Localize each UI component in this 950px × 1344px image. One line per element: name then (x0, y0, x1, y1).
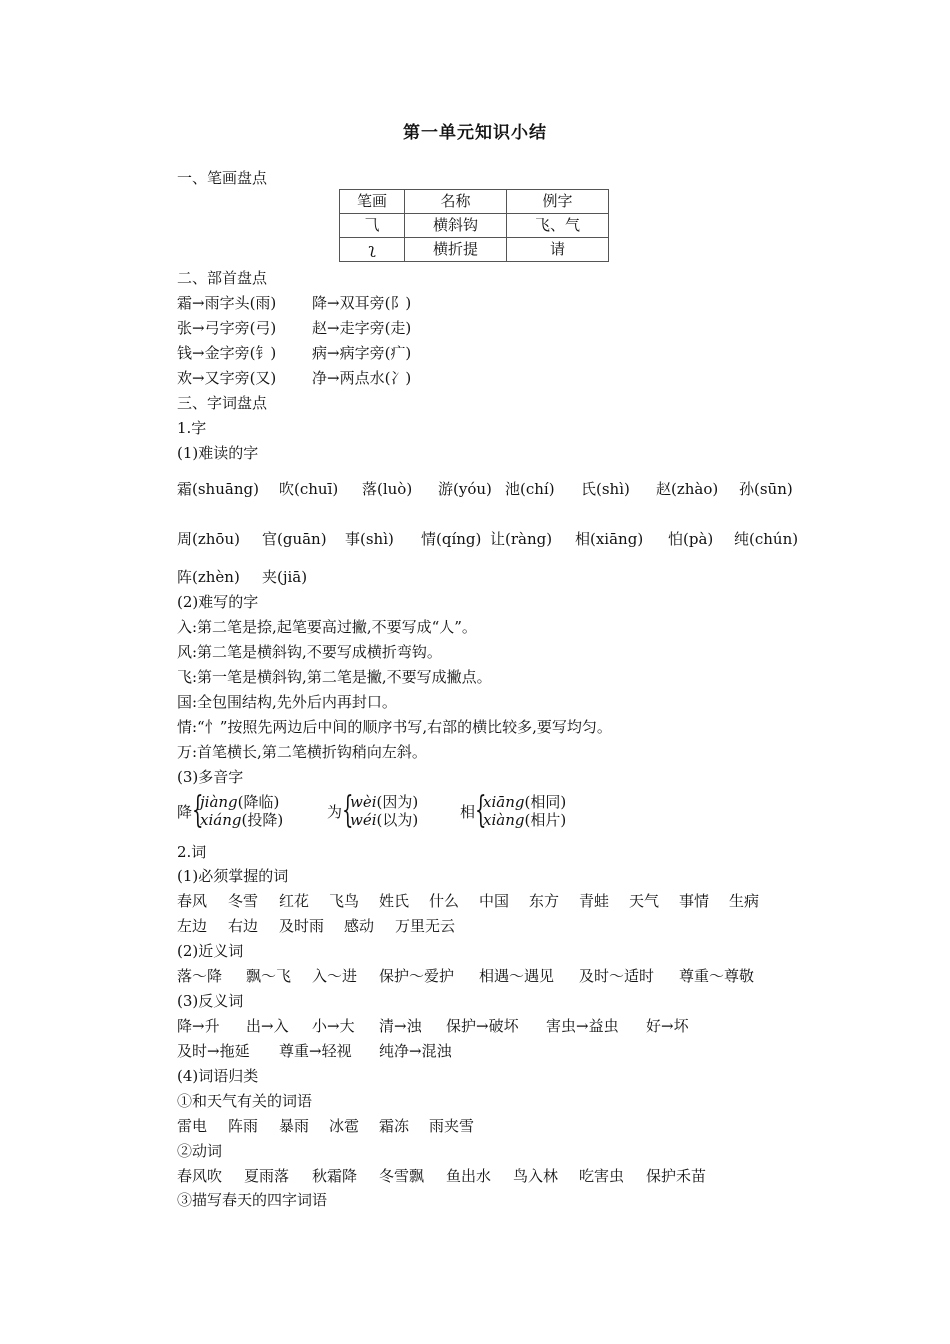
stroke-name: 横斜钩 (405, 214, 507, 238)
antonym-item: 好→坏 (646, 1017, 689, 1035)
synonym-item: 保护～爱护 (379, 967, 455, 985)
word-item: 冬雪 (228, 892, 259, 910)
antonym-item: 出→入 (246, 1017, 289, 1035)
word-item: 雷电 (177, 1117, 208, 1135)
stroke-example: 飞、气 (507, 214, 609, 238)
polyphone-char: 降 (177, 803, 193, 821)
example-word: (相同) (524, 793, 567, 811)
word-item: 春风 (177, 892, 208, 910)
pinyin-item: 池(chí) (505, 480, 555, 498)
stroke-glyph: ʅ (340, 238, 405, 262)
table-header-cell: 例字 (507, 190, 609, 214)
pinyin-item: 孙(sūn) (739, 480, 793, 498)
word-item: 保护禾苗 (646, 1167, 707, 1185)
hard-write-item: 国:全包围结构,先外后内再封口。 (177, 693, 397, 711)
word-item: 东方 (529, 892, 560, 910)
antonym-item: 害虫→益虫 (546, 1017, 619, 1035)
table-header-cell: 名称 (405, 190, 507, 214)
section-strokes-heading: 一、笔画盘点 (177, 169, 268, 187)
brace-icon: { (192, 790, 204, 831)
pinyin: xiàng (483, 811, 525, 829)
word-item: 事情 (679, 892, 710, 910)
polyphone-heading: (3)多音字 (177, 768, 244, 786)
radical-item: 降→双耳旁(阝) (312, 294, 412, 312)
word-item: 左边 (177, 917, 208, 935)
pinyin-item: 怕(pà) (668, 530, 714, 548)
radical-item: 净→两点水(冫) (312, 369, 412, 387)
must-know-heading: (1)必须掌握的词 (177, 867, 289, 885)
hard-write-item: 风:第二笔是横斜钩,不要写成横折弯钩。 (177, 643, 442, 661)
polyphone-reading (483, 811, 566, 829)
word-item: 阵雨 (228, 1117, 259, 1135)
word-item: 鱼出水 (446, 1167, 492, 1185)
page-title: 第一单元知识小结 (403, 123, 547, 143)
word-item: 夏雨落 (244, 1167, 290, 1185)
pinyin-item: 夹(jiā) (262, 568, 308, 586)
word-item: 什么 (429, 892, 460, 910)
antonym-item: 及时→拖延 (177, 1042, 250, 1060)
word-item: 冬雪飘 (379, 1167, 425, 1185)
radical-item: 张→弓字旁(弓) (177, 319, 277, 337)
pinyin-item: 纯(chún) (734, 530, 799, 548)
word-item: 秋霜降 (312, 1167, 358, 1185)
pinyin-item: 吹(chuī) (279, 480, 339, 498)
pinyin-item: 让(ràng) (490, 530, 553, 548)
pinyin-item: 落(luò) (362, 480, 413, 498)
pinyin-item: 周(zhōu) (177, 530, 240, 548)
synonym-item: 尊重～尊敬 (679, 967, 755, 985)
word-item: 感动 (344, 917, 375, 935)
weather-words-heading: ①和天气有关的词语 (177, 1092, 313, 1110)
polyphone-reading (350, 793, 418, 811)
hard-write-item: 万:首笔横长,第二笔横折钩稍向左斜。 (177, 743, 427, 761)
word-item: 天气 (629, 892, 660, 910)
pinyin-item: 情(qíng) (421, 530, 482, 548)
word-item: 春风吹 (177, 1167, 223, 1185)
example-word: (相片) (524, 811, 567, 829)
hard-write-item: 情:“忄”按照先两边后中间的顺序书写,右部的横比较多,要写均匀。 (177, 718, 612, 736)
pinyin-item: 氏(shì) (581, 480, 630, 498)
radical-item: 赵→走字旁(走) (312, 319, 412, 337)
radical-item: 钱→金字旁(钅) (177, 344, 277, 362)
stroke-glyph: ⺄ (340, 214, 405, 238)
pinyin: wèi (350, 793, 377, 811)
pinyin-item: 相(xiāng) (575, 530, 644, 548)
word-item: 暴雨 (279, 1117, 310, 1135)
synonym-item: 落～降 (177, 967, 223, 985)
verb-heading: ②动词 (177, 1142, 223, 1160)
hard-read-heading: (1)难读的字 (177, 444, 259, 462)
pinyin-item: 事(shì) (345, 530, 394, 548)
pinyin-item: 官(guān) (262, 530, 327, 548)
spring-words-heading: ③描写春天的四字词语 (177, 1191, 328, 1209)
word-item: 飞鸟 (329, 892, 360, 910)
hard-write-heading: (2)难写的字 (177, 593, 259, 611)
stroke-table (339, 189, 609, 262)
pinyin-item: 游(yóu) (438, 480, 492, 498)
example-word: (投降) (241, 811, 284, 829)
example-word: (因为) (376, 793, 419, 811)
word-item: 万里无云 (395, 917, 456, 935)
example-word: (降临) (237, 793, 280, 811)
table-row (340, 238, 609, 262)
antonym-item: 降→升 (177, 1017, 220, 1035)
stroke-example: 请 (507, 238, 609, 262)
table-header-row (340, 190, 609, 214)
synonym-item: 相遇～遇见 (479, 967, 555, 985)
word-item: 吃害虫 (579, 1167, 625, 1185)
antonym-item: 尊重→轻视 (279, 1042, 352, 1060)
synonym-heading: (2)近义词 (177, 942, 244, 960)
subsection-words: 2.词 (177, 843, 207, 861)
hard-write-item: 飞:第一笔是横斜钩,第二笔是撇,不要写成撇点。 (177, 668, 492, 686)
pinyin-item: 霜(shuāng) (177, 480, 259, 498)
antonym-item: 小→大 (312, 1017, 355, 1035)
word-item: 霜冻 (379, 1117, 410, 1135)
polyphone-reading (200, 793, 283, 811)
word-item: 红花 (279, 892, 310, 910)
polyphone-char: 相 (460, 803, 476, 821)
radical-item: 霜→雨字头(雨) (177, 294, 277, 312)
pinyin-item: 阵(zhèn) (177, 568, 240, 586)
pinyin: wéi (350, 811, 377, 829)
hard-write-item: 入:第二笔是捺,起笔要高过撇,不要写成“人”。 (177, 618, 477, 636)
word-item: 姓氏 (379, 892, 410, 910)
word-item: 雨夹雪 (429, 1117, 475, 1135)
polyphone-reading (200, 811, 283, 829)
pinyin: jiàng (200, 793, 238, 811)
example-word: (以为) (376, 811, 419, 829)
antonym-item: 纯净→混浊 (379, 1042, 452, 1060)
section-radicals-heading: 二、部首盘点 (177, 269, 268, 287)
word-item: 右边 (228, 917, 259, 935)
synonym-item: 及时～适时 (579, 967, 655, 985)
antonym-item: 清→浊 (379, 1017, 422, 1035)
table-header-cell: 笔画 (340, 190, 405, 214)
word-item: 中国 (479, 892, 510, 910)
antonym-item: 保护→破坏 (446, 1017, 519, 1035)
section-words-heading: 三、字词盘点 (177, 394, 268, 412)
synonym-item: 飘～飞 (246, 967, 292, 985)
brace-icon: { (475, 790, 487, 831)
word-item: 冰雹 (329, 1117, 360, 1135)
classification-heading: (4)词语归类 (177, 1067, 259, 1085)
polyphone-reading (350, 811, 418, 829)
word-item: 鸟入林 (513, 1167, 559, 1185)
radical-item: 欢→又字旁(又) (177, 369, 277, 387)
polyphone-reading (483, 793, 566, 811)
word-item: 青蛙 (579, 892, 610, 910)
pinyin: xiāng (483, 793, 525, 811)
pinyin-item: 赵(zhào) (656, 480, 719, 498)
subsection-characters: 1.字 (177, 419, 207, 437)
polyphone-char: 为 (327, 803, 343, 821)
table-row (340, 214, 609, 238)
word-item: 及时雨 (279, 917, 325, 935)
radical-item: 病→病字旁(疒) (312, 344, 412, 362)
word-item: 生病 (729, 892, 760, 910)
antonym-heading: (3)反义词 (177, 992, 244, 1010)
brace-icon: { (342, 790, 354, 831)
synonym-item: 入～进 (312, 967, 358, 985)
pinyin: xiáng (200, 811, 242, 829)
stroke-name: 横折提 (405, 238, 507, 262)
